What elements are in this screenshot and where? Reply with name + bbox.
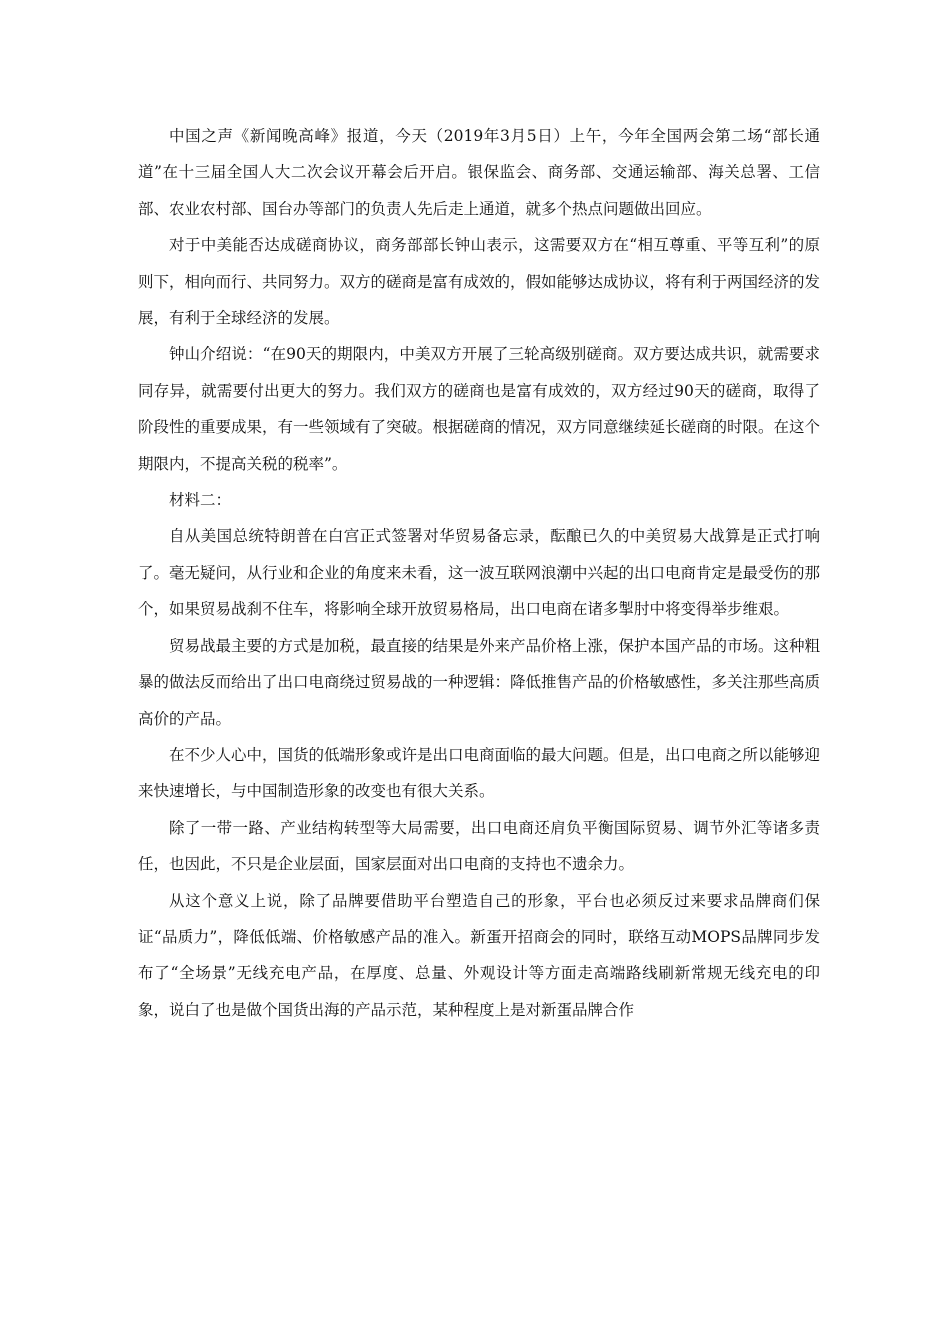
document-page <box>138 118 820 1028</box>
paragraph-trade-war: 自从美国总统特朗普在白宫正式签署对华贸易备忘录，酝酿已久的中美贸易大战算是正式打响了。毫无疑问，从行业和企业的角度来未看，这一波互联网浪潮中兴起的出口电商肯定是最受伤的那个，如果贸易战刹不住车，将影响全球开放贸易格局，出口电商在诸多掣肘中将变得举步维艰。 <box>138 527 821 619</box>
paragraph-domestic-image: 在不少人心中，国货的低端形象或许是出口电商面临的最大问题。但是，出口电商之所以能够迎来快速增长，与中国制造形象的改变也有很大关系。 <box>138 745 821 801</box>
paragraph-negotiation: 对于中美能否达成磋商协议，商务部部长钟山表示，这需要双方在“相互尊重、平等互利”的原则下，相向而行、共同努力。双方的磋商是富有成效的，假如能够达成协议，将有利于两国经济的发展，有利于全球经济的发展。 <box>138 236 821 328</box>
paragraph-tariffs: 贸易战最主要的方式是加税，最直接的结果是外来产品价格上涨，保护本国产品的市场。这种粗暴的做法反而给出了出口电商绕过贸易战的一种逻辑：降低推售产品的价格敏感性，多关注那些高质高价的产品。 <box>138 636 821 728</box>
section-heading-material-two: 材料二： <box>169 491 232 510</box>
paragraph-intro: 中国之声《新闻晚高峰》报道，今天（2019年3月5日）上午，今年全国两会第二场“部长通道”在十三届全国人大二次会议开幕会后开启。银保监会、商务部、交通运输部、海关总署、工信部、农业农村部、国台办等部门的负责人先后走上通道，就多个热点问题做出回应。 <box>138 127 820 218</box>
paragraph-zhongshan-quote: 钟山介绍说：“在90天的期限内，中美双方开展了三轮高级别磋商。双方要达成共识，就需要求同存异，就需要付出更大的努力。我们双方的磋商也是富有成效的，双方经过90天的磋商，取得了阶段性的重要成果，有一些领域有了突破。根据磋商的情况，双方同意继续延长磋商的时限。在这个期限内，不提高关税的税率”。 <box>138 345 821 473</box>
paragraph-national-support: 除了一带一路、产业结构转型等大局需要，出口电商还肩负平衡国际贸易、调节外汇等诸多责任，也因此，不只是企业层面，国家层面对出口电商的支持也不遗余力。 <box>138 818 820 874</box>
paragraph-brand-quality: 从这个意义上说，除了品牌要借助平台塑造自己的形象，平台也必须反过来要求品牌商们保证“品质力”，降低低端、价格敏感产品的准入。新蛋开招商会的同时，联络互动MOPS品牌同步发布了“全场景”无线充电产品，在厚度、总量、外观设计等方面走高端路线刷新常规无线充电的印象，说白了也是做个国货出海的产品示范，某种程度上是对新蛋品牌合作 <box>138 891 820 1019</box>
